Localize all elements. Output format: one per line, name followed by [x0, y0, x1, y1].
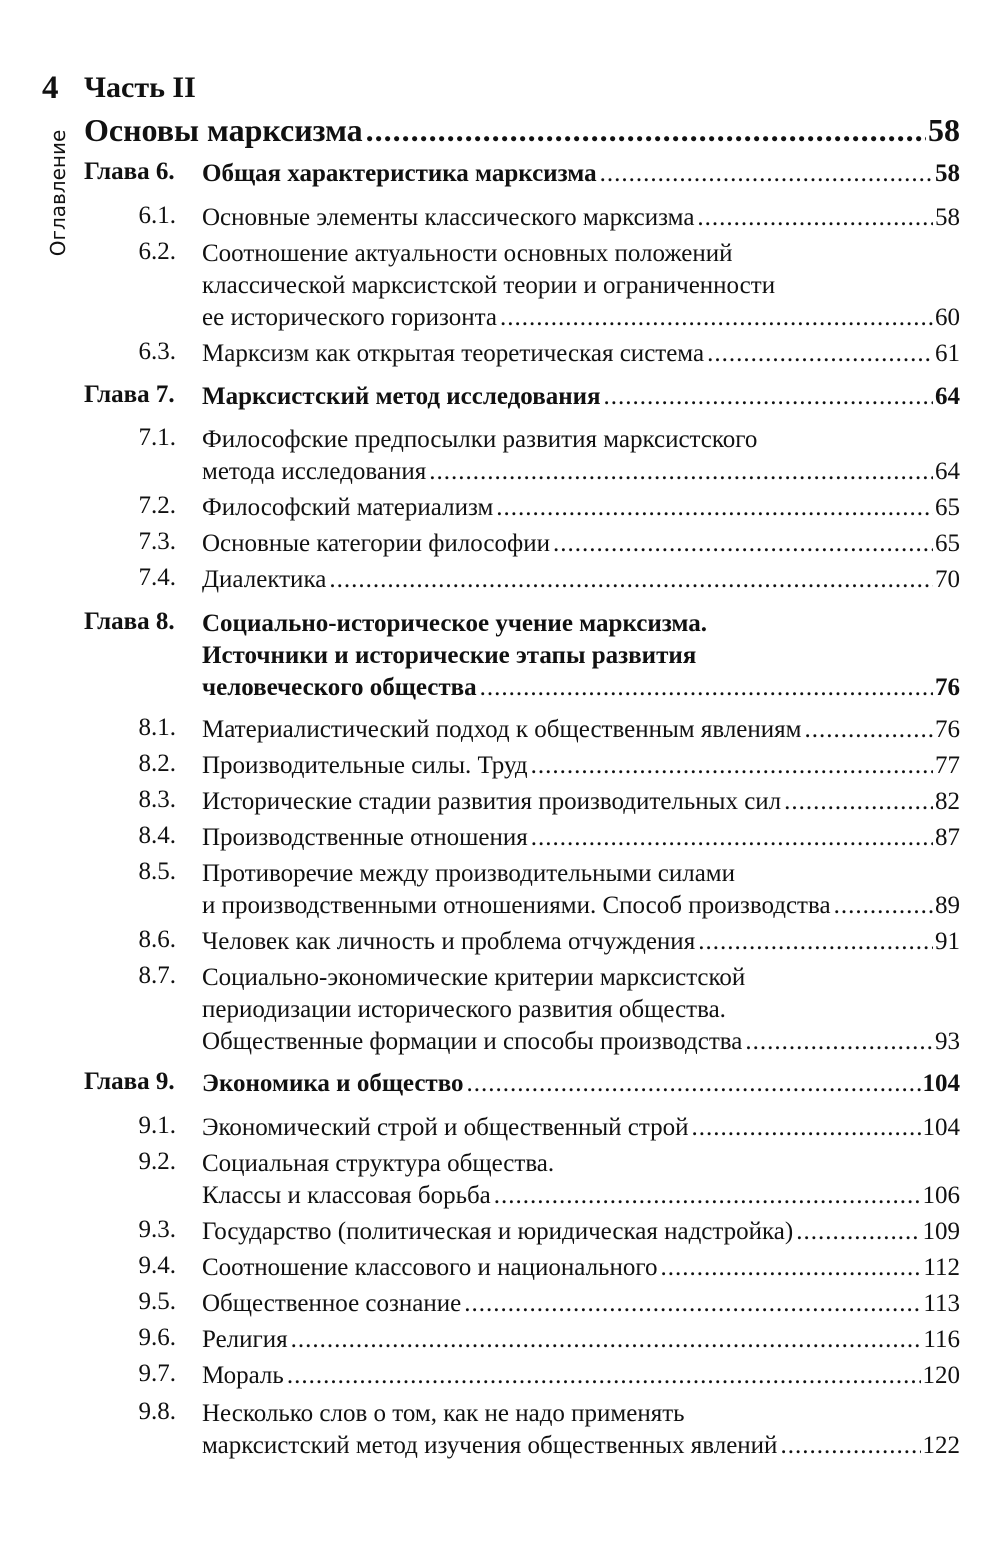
chapter-title-line: Социально-историческое учение марксизма. — [202, 610, 708, 637]
page-ref: 65 — [935, 494, 960, 521]
page-ref: 116 — [923, 1326, 960, 1353]
leader-dots — [660, 1252, 921, 1284]
leader-dots — [480, 672, 933, 704]
leader-dots — [745, 1026, 933, 1058]
leader-dots — [291, 1324, 922, 1356]
page-ref: 61 — [935, 340, 960, 367]
page-ref: 58 — [935, 160, 960, 187]
section-title-line: Противоречие между производительными силами — [202, 860, 736, 887]
page-ref: 76 — [935, 716, 960, 743]
section-number: 6.1. — [138, 202, 176, 229]
section-title-line: марксистский метод изучения общественных явлений — [202, 1432, 778, 1459]
section-title-line: Социально-экономические критерии марксистской — [202, 964, 746, 991]
page-ref: 60 — [935, 304, 960, 331]
section-number: 7.4. — [138, 564, 176, 591]
section-title: Человек как личность и проблема отчуждения — [202, 928, 696, 955]
section-title-line: и производственными отношениями. Способ производства — [202, 892, 831, 919]
section-number: 7.1. — [138, 424, 176, 451]
section-title: Производительные силы. Труд — [202, 752, 528, 779]
leader-dots — [784, 786, 933, 818]
leader-dots — [366, 108, 926, 152]
leader-dots — [691, 1112, 920, 1144]
chapter-number: Глава 8. — [84, 608, 175, 635]
leader-dots — [834, 890, 933, 922]
leader-dots — [604, 381, 933, 413]
leader-dots — [600, 158, 933, 190]
section-title: Основные элементы классического марксизма — [202, 204, 695, 231]
leader-dots — [494, 1180, 921, 1212]
section-number: 8.5. — [138, 858, 176, 885]
chapter-title: Экономика и общество — [202, 1070, 464, 1097]
chapter-title: Марксистский метод исследования — [202, 383, 601, 410]
section-title: Производственные отношения — [202, 824, 528, 851]
leader-dots — [464, 1288, 921, 1320]
page-ref: 65 — [935, 530, 960, 557]
leader-dots — [804, 714, 933, 746]
page-ref: 64 — [935, 458, 960, 485]
section-title-line: ее исторического горизонта — [202, 304, 497, 331]
leader-dots — [429, 456, 933, 488]
section-title-line: Несколько слов о том, как не надо применять — [202, 1400, 685, 1427]
chapter-title-line: Источники и исторические этапы развития — [202, 642, 697, 669]
section-number: 8.1. — [138, 714, 176, 741]
leader-dots — [467, 1068, 921, 1100]
section-title-line: Общественные формации и способы производства — [202, 1028, 743, 1055]
section-title-line: классической марксистской теории и ограниченности — [202, 272, 776, 299]
section-title: Мораль — [202, 1362, 284, 1389]
page-ref: 120 — [922, 1362, 960, 1389]
leader-dots — [531, 750, 933, 782]
section-title: Материалистический подход к общественным явлениям — [202, 716, 802, 743]
page-ref: 64 — [935, 383, 960, 410]
leader-dots — [796, 1216, 920, 1248]
page-ref: 104 — [922, 1114, 960, 1141]
part-title-entry[interactable] — [84, 108, 960, 152]
leader-dots — [553, 528, 933, 560]
section-number: 8.2. — [138, 750, 176, 777]
section-title: Государство (политическая и юридическая надстройка) — [202, 1218, 794, 1245]
section-number: 7.3. — [138, 528, 176, 555]
section-title: Общественное сознание — [202, 1290, 462, 1317]
chapter-number: Глава 7. — [84, 381, 175, 408]
section-number: 9.1. — [138, 1112, 176, 1139]
page-ref: 70 — [935, 566, 960, 593]
section-number: 8.3. — [138, 786, 176, 813]
section-title: Исторические стадии развития производительных сил — [202, 788, 782, 815]
section-title-line: метода исследования — [202, 458, 427, 485]
page-ref: 91 — [935, 928, 960, 955]
page-ref: 58 — [935, 204, 960, 231]
section-title-line: Философские предпосылки развития марксистского — [202, 426, 758, 453]
page-ref: 109 — [922, 1218, 960, 1245]
section-number: 9.3. — [138, 1216, 176, 1243]
chapter-title: Общая характеристика марксизма — [202, 160, 597, 187]
section-title: Философский материализм — [202, 494, 494, 521]
section-number: 7.2. — [138, 492, 176, 519]
page-ref: 122 — [922, 1432, 960, 1459]
page-ref: 77 — [935, 752, 960, 779]
page-ref: 82 — [935, 788, 960, 815]
page-ref: 112 — [923, 1254, 960, 1281]
leader-dots — [329, 564, 933, 596]
section-number: 8.6. — [138, 926, 176, 953]
section-number: 9.7. — [138, 1360, 176, 1387]
section-number: 9.8. — [138, 1398, 176, 1425]
leader-dots — [697, 202, 933, 234]
section-title: Марксизм как открытая теоретическая система — [202, 340, 705, 367]
section-title: Диалектика — [202, 566, 327, 593]
chapter-title-line: человеческого общества — [202, 674, 477, 701]
page-ref: 58 — [928, 112, 960, 148]
leader-dots — [287, 1360, 921, 1392]
running-header-vertical — [28, 118, 88, 268]
page-ref: 113 — [923, 1290, 960, 1317]
section-number: 9.4. — [138, 1252, 176, 1279]
section-number: 6.3. — [138, 338, 176, 365]
page-number: 4 — [42, 70, 59, 106]
running-header-label: Оглавление — [46, 129, 70, 257]
section-title-line: Социальная структура общества. — [202, 1150, 555, 1177]
page-ref: 89 — [935, 892, 960, 919]
section-title: Религия — [202, 1326, 288, 1353]
section-number: 9.6. — [138, 1324, 176, 1351]
section-title-line: периодизации исторического развития общества. — [202, 996, 726, 1023]
section-number: 8.7. — [138, 962, 176, 989]
leader-dots — [698, 926, 933, 958]
page-ref: 93 — [935, 1028, 960, 1055]
leader-dots — [500, 302, 933, 334]
section-number: 8.4. — [138, 822, 176, 849]
section-number: 9.5. — [138, 1288, 176, 1315]
section-title-line: Классы и классовая борьба — [202, 1182, 491, 1209]
leader-dots — [496, 492, 933, 524]
page-ref: 106 — [922, 1182, 960, 1209]
section-title: Соотношение классового и национального — [202, 1254, 658, 1281]
page-ref: 104 — [922, 1070, 960, 1097]
section-title-line: Соотношение актуальности основных положений — [202, 240, 733, 267]
leader-dots — [531, 822, 933, 854]
leader-dots — [780, 1430, 920, 1462]
chapter-number: Глава 6. — [84, 158, 175, 185]
page-ref: 76 — [935, 674, 960, 701]
page-ref: 87 — [935, 824, 960, 851]
section-number: 9.2. — [138, 1148, 176, 1175]
leader-dots — [707, 338, 933, 370]
section-title: Экономический строй и общественный строй — [202, 1114, 689, 1141]
section-number: 6.2. — [138, 238, 176, 265]
section-title: Основные категории философии — [202, 530, 550, 557]
chapter-number: Глава 9. — [84, 1068, 175, 1095]
part-title-text: Основы марксизма — [84, 112, 363, 148]
part-label: Часть II — [84, 71, 196, 104]
